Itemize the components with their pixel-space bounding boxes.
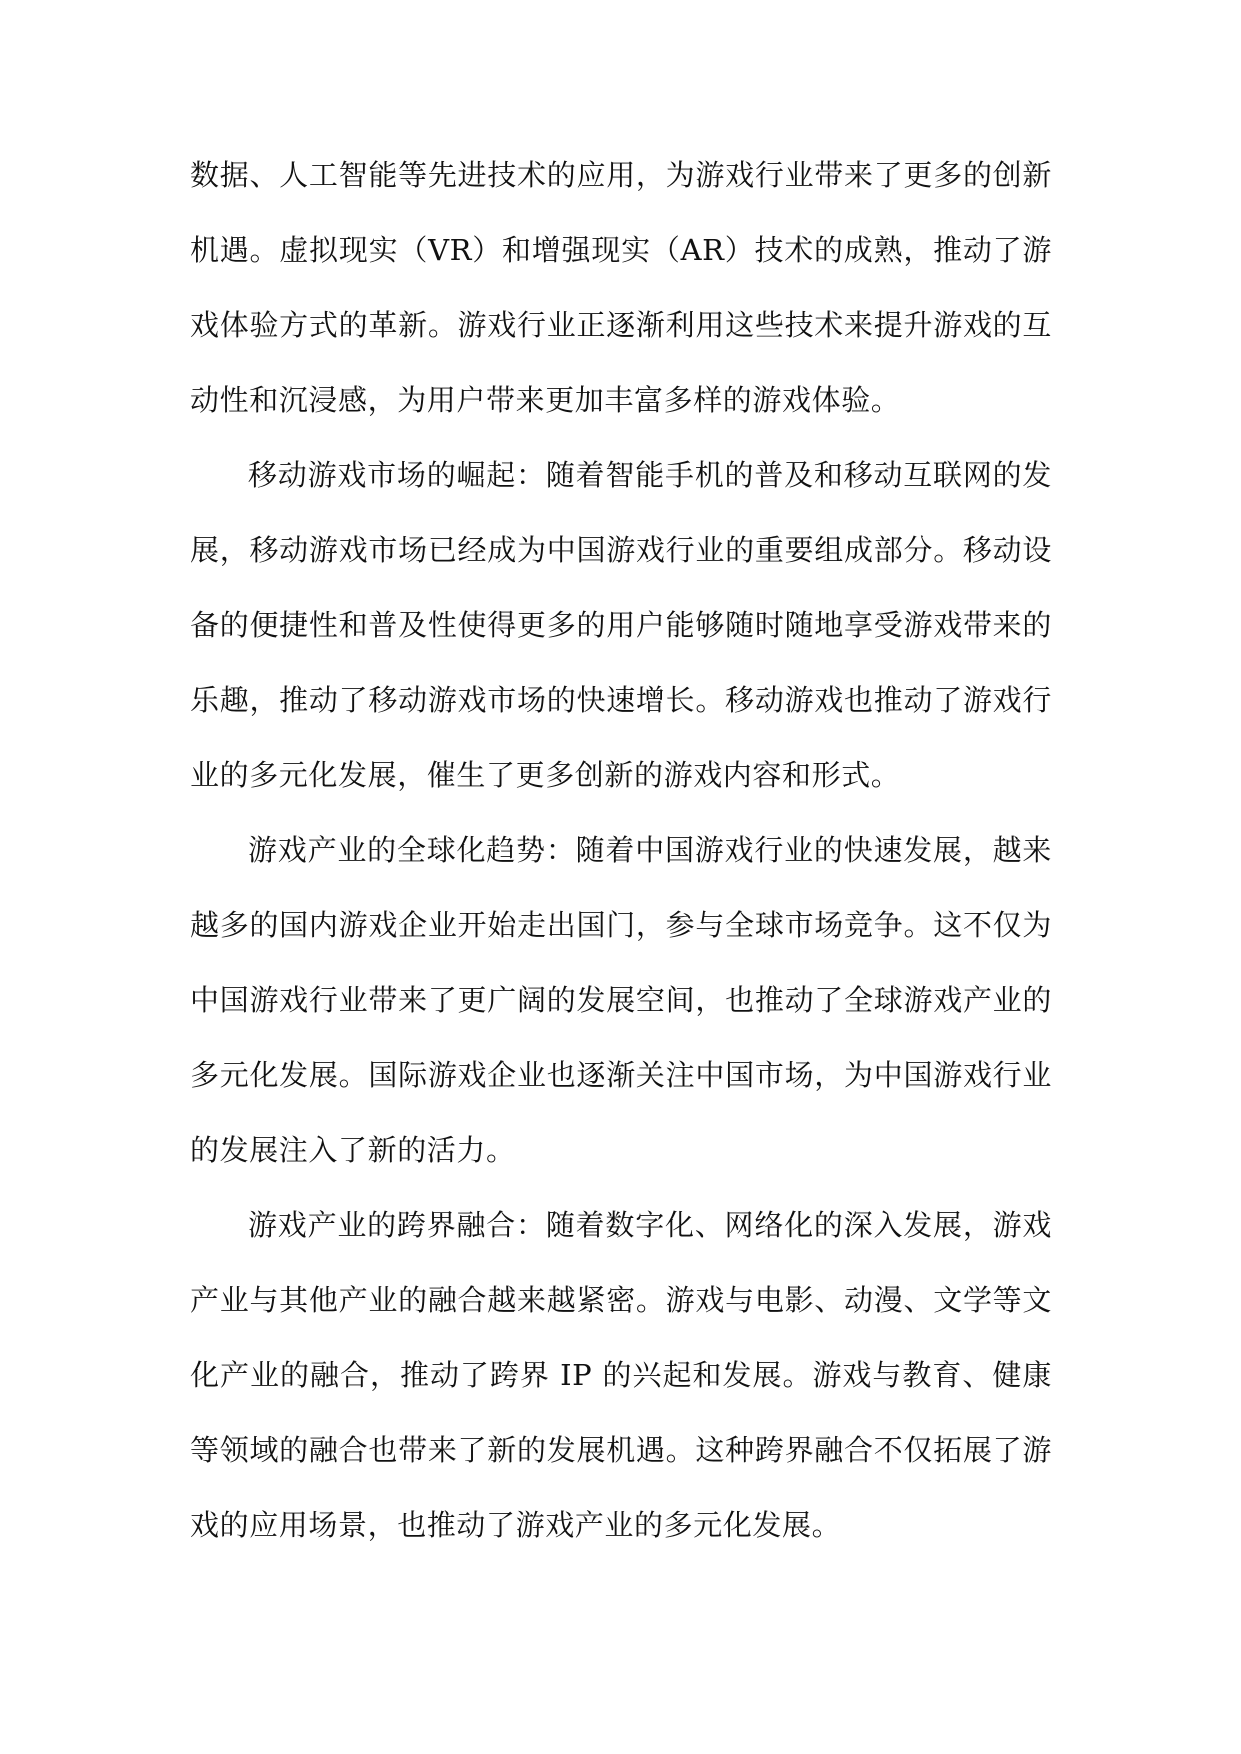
paragraph-mobile-games: 移动游戏市场的崛起：随着智能手机的普及和移动互联网的发展，移动游戏市场已经成为中国游戏行业的重要组成部分。移动设备的便捷性和普及性使得更多的用户能够随时随地享受游戏带来的乐趣，推动了移动游戏市场的快速增长。移动游戏也推动了游戏行业的多元化发展，催生了更多创新的游戏内容和形式。 — [190, 458, 1052, 792]
document-body — [190, 138, 1052, 1563]
paragraph-continued: 数据、人工智能等先进技术的应用，为游戏行业带来了更多的创新机遇。虚拟现实（VR）和增强现实（AR）技术的成熟，推动了游戏体验方式的革新。游戏行业正逐渐利用这些技术来提升游戏的互动性和沉浸感，为用户带来更加丰富多样的游戏体验。 — [190, 158, 1052, 417]
paragraph-cross-industry: 游戏产业的跨界融合：随着数字化、网络化的深入发展，游戏产业与其他产业的融合越来越紧密。游戏与电影、动漫、文学等文化产业的融合，推动了跨界 IP 的兴起和发展。游戏与教育、健康等领域的融合也带来了新的发展机遇。这种跨界融合不仅拓展了游戏的应用场景，也推动了游戏产业的多元化发展。 — [190, 1208, 1052, 1542]
paragraph-globalization: 游戏产业的全球化趋势：随着中国游戏行业的快速发展，越来越多的国内游戏企业开始走出国门，参与全球市场竞争。这不仅为中国游戏行业带来了更广阔的发展空间，也推动了全球游戏产业的多元化发展。国际游戏企业也逐渐关注中国市场，为中国游戏行业的发展注入了新的活力。 — [190, 833, 1052, 1167]
